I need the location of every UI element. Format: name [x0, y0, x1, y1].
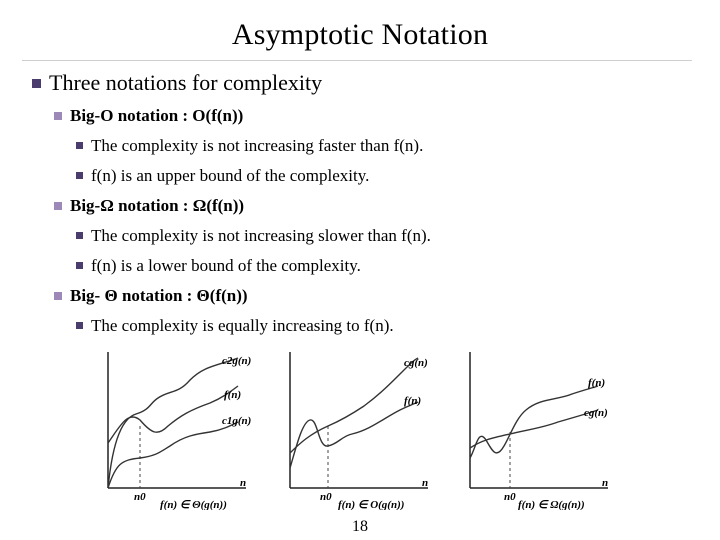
slide-title: Asymptotic Notation: [231, 18, 489, 51]
list-item: [76, 256, 361, 276]
big-o-graph: [280, 348, 440, 510]
list-item-text: The complexity is equally increasing to f(n).: [91, 316, 394, 335]
list-item-text: f(n) is an upper bound of the complexity.: [91, 166, 370, 185]
cg-curve: [470, 410, 598, 448]
section-heading-big-omega: [54, 196, 244, 216]
graph-caption: f(n) ∈ Θ(g(n)): [160, 499, 227, 510]
c2g-curve: [108, 358, 238, 488]
list-item: [76, 136, 423, 156]
graph-caption: f(n) ∈ O(g(n)): [338, 499, 405, 510]
list-item: [76, 166, 369, 186]
f-curve: [470, 386, 598, 458]
main-bullet-text: Three notations for complexity: [49, 70, 323, 95]
f-curve: [108, 386, 238, 443]
section-heading-big-o: [54, 106, 243, 126]
cg-curve: [290, 358, 418, 453]
page-number: 18: [352, 518, 368, 535]
section-heading-text: Big-Ω notation : Ω(f(n)): [70, 196, 245, 215]
bullet-square-icon: [54, 202, 62, 210]
main-bullet: [32, 70, 322, 96]
bullet-square-icon: [54, 292, 62, 300]
bullet-square-icon: [76, 172, 83, 179]
title-divider: [22, 60, 692, 61]
theta-graph: [98, 348, 258, 510]
list-item-text: The complexity is not increasing faster than f(n).: [91, 136, 424, 155]
curve-label: c1g(n): [222, 415, 252, 427]
list-item: [76, 226, 431, 246]
section-heading-text: Big- Θ notation : Θ(f(n)): [70, 286, 248, 305]
n0-label: n0: [504, 491, 516, 503]
curve-label: cg(n): [584, 407, 608, 419]
bullet-square-icon: [54, 112, 62, 120]
n0-label: n0: [134, 491, 146, 503]
axis-label: n: [422, 477, 429, 489]
section-heading-text: Big-O notation : O(f(n)): [70, 106, 244, 125]
section-heading-big-theta: [54, 286, 248, 306]
list-item-text: The complexity is not increasing slower than f(n).: [91, 226, 431, 245]
list-item: [76, 316, 394, 336]
list-item-text: f(n) is a lower bound of the complexity.: [91, 256, 361, 275]
big-omega-graph: [460, 348, 620, 510]
bullet-square-icon: [76, 322, 83, 329]
curve-label: f(n): [224, 389, 242, 401]
curve-label: cg(n): [404, 357, 428, 369]
bullet-square-icon: [76, 262, 83, 269]
axis-label: n: [240, 477, 247, 489]
curve-label: f(n): [588, 377, 606, 389]
axis-label: n: [602, 477, 609, 489]
bullet-square-icon: [76, 232, 83, 239]
n0-label: n0: [320, 491, 332, 503]
curve-label: f(n): [404, 395, 422, 407]
c1g-curve: [108, 422, 238, 488]
graph-caption: f(n) ∈ Ω(g(n)): [518, 499, 585, 510]
bullet-square-icon: [32, 79, 41, 88]
curve-label: c2g(n): [222, 355, 252, 367]
bullet-square-icon: [76, 142, 83, 149]
